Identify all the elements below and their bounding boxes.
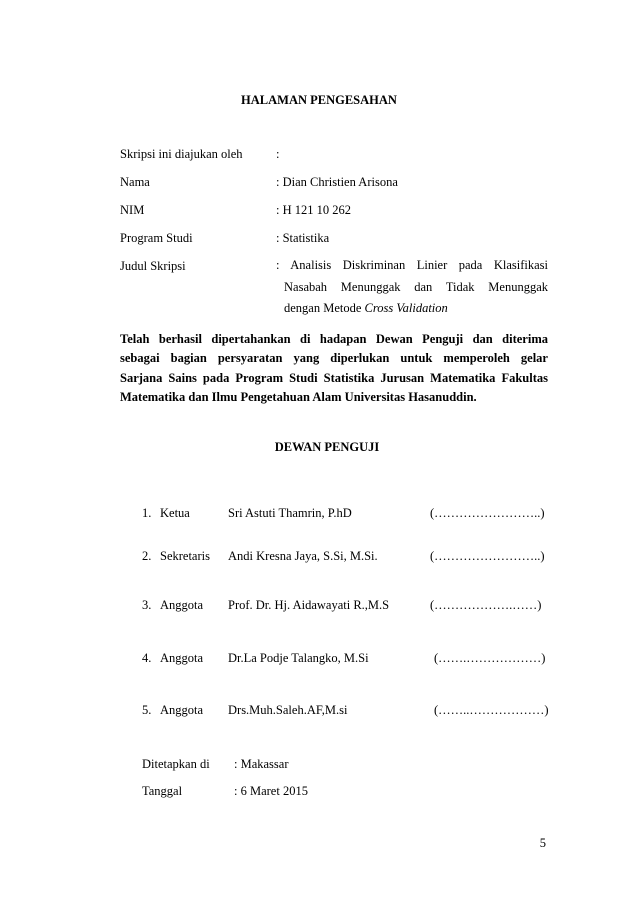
- examiner-number: 5.: [142, 703, 152, 717]
- statement-line-1: Telah berhasil dipertahankan di hadapan Dewan Penguji dan diterima: [120, 332, 548, 346]
- page-number: 5: [539, 836, 546, 850]
- examiner-role: Anggota: [160, 703, 204, 717]
- examiner-role: Anggota: [160, 651, 204, 665]
- statement-paragraph: [120, 330, 548, 407]
- examiner-role: Sekretaris: [160, 549, 210, 563]
- examiner-number: 2.: [142, 549, 152, 563]
- field-value-judul-skripsi: [276, 255, 548, 320]
- signature-placeholder: (……………………..): [430, 506, 545, 520]
- examiner-name: Prof. Dr. Hj. Aidawayati R.,M.S: [228, 598, 390, 612]
- field-label-judul-skripsi: Judul Skripsi: [120, 259, 186, 273]
- signature-placeholder: (……..………………): [434, 703, 549, 717]
- examiner-name: Dr.La Podje Talangko, M.Si: [228, 651, 369, 665]
- examiner-number: 1.: [142, 506, 152, 520]
- field-label-nim: NIM: [120, 203, 145, 217]
- field-value-nama: : Dian Christien Arisona: [276, 175, 398, 189]
- examiner-role: Ketua: [160, 506, 190, 520]
- place-label: Ditetapkan di: [142, 757, 210, 771]
- signature-placeholder: (……………….……): [430, 598, 542, 612]
- examiner-name: Andi Kresna Jaya, S.Si, M.Si.: [228, 549, 378, 563]
- judul-line-2: Nasabah Menunggak dan Tidak Menunggak: [284, 279, 548, 294]
- field-label-nama: Nama: [120, 175, 150, 189]
- examiner-name: Drs.Muh.Saleh.AF,M.si: [228, 703, 348, 717]
- examiner-number: 3.: [142, 598, 152, 612]
- date-value: : 6 Maret 2015: [234, 784, 308, 798]
- statement-line-3: Sarjana Sains pada Program Studi Statistika Jurusan Matematika Fakultas: [120, 370, 548, 385]
- field-value-nim: : H 121 10 262: [276, 203, 351, 217]
- board-title: DEWAN PENGUJI: [274, 440, 380, 454]
- judul-line-1: : Analisis Diskriminan Linier pada Klasifikasi: [276, 258, 548, 272]
- field-value-program-studi: : Statistika: [276, 231, 330, 245]
- place-value: : Makassar: [234, 757, 289, 771]
- judul-italic-text: Cross Validation: [364, 301, 448, 315]
- examiner-role: Anggota: [160, 598, 204, 612]
- statement-line-4: Matematika dan Ilmu Pengetahuan Alam Universitas Hasanuddin.: [120, 389, 477, 404]
- signature-placeholder: (…….………………): [434, 651, 546, 665]
- intro-colon: :: [276, 147, 280, 161]
- intro-label: Skripsi ini diajukan oleh: [120, 147, 243, 161]
- date-label: Tanggal: [142, 784, 183, 798]
- field-label-program-studi: Program Studi: [120, 231, 193, 245]
- examiner-number: 4.: [142, 651, 152, 665]
- statement-line-2: sebagai bagian persyaratan yang diperlukan untuk memperoleh gelar: [120, 351, 548, 366]
- signature-placeholder: (……………………..): [430, 549, 545, 563]
- examiner-name: Sri Astuti Thamrin, P.hD: [228, 506, 352, 520]
- page-title: HALAMAN PENGESAHAN: [241, 93, 397, 107]
- judul-line-3: dengan Metode: [284, 301, 362, 315]
